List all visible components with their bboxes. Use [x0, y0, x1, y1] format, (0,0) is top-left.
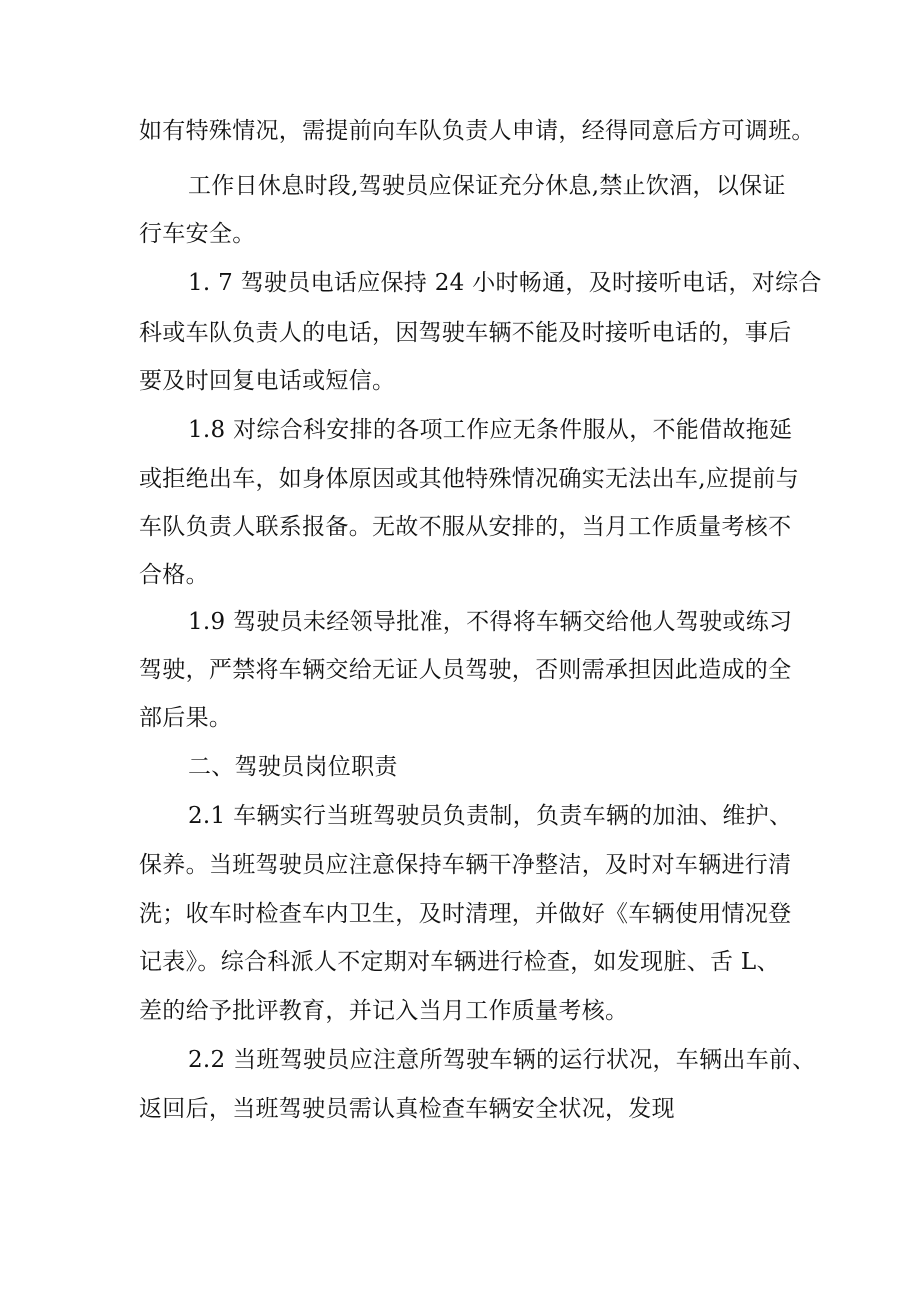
paragraph-rest-period: 工作日休息时段,驾驶员应保证充分休息,禁止饮酒，以保证 [188, 173, 786, 199]
text-line: 保养。当班驾驶员应注意保持车辆干净整洁，及时对车辆进行清 [139, 852, 792, 878]
text-line: 返回后，当班驾驶员需认真检查车辆安全状况，发现 [139, 1096, 675, 1122]
paragraph-1-7: 1. 7 驾驶员电话应保持 24 小时畅通，及时接听电话，对综合 [188, 270, 822, 296]
paragraph-1-8: 1.8 对综合科安排的各项工作应无条件服从，不能借故拖延 [188, 417, 793, 443]
text-line: 如有特殊情况，需提前向车队负责人申请，经得同意后方可调班。 [139, 118, 815, 144]
section-heading: 二、驾驶员岗位职责 [188, 754, 398, 780]
text-line: 合格。 [139, 562, 209, 588]
text-line: 部后果。 [139, 705, 233, 731]
text-line: 车队负责人联系报备。无故不服从安排的，当月工作质量考核不 [139, 514, 792, 540]
paragraph-2-1: 2.1 车辆实行当班驾驶员负责制，负责车辆的加油、维护、 [188, 803, 793, 829]
text-line: 差的给予批评教育，并记入当月工作质量考核。 [139, 998, 629, 1024]
paragraph-2-2: 2.2 当班驾驶员应注意所驾驶车辆的运行状况，车辆出车前、 [188, 1047, 816, 1073]
text-line: 行车安全。 [139, 221, 256, 247]
text-line: 科或车队负责人的电话，因驾驶车辆不能及时接听电话的，事后 [139, 320, 792, 346]
text-line: 要及时回复电话或短信。 [139, 368, 396, 394]
text-line: 记表》。综合科派人不定期对车辆进行检查，如发现脏、舌 L、 [139, 949, 780, 975]
text-line: 驾驶，严禁将车辆交给无证人员驾驶，否则需承担因此造成的全 [139, 657, 792, 683]
text-line: 洗；收车时检查车内卫生，及时清理，并做好《车辆使用情况登 [139, 901, 792, 927]
text-line: 或拒绝出车，如身体原因或其他特殊情况确实无法出车,应提前与 [139, 466, 800, 492]
paragraph-1-9: 1.9 驾驶员未经领导批准，不得将车辆交给他人驾驶或练习 [188, 609, 793, 635]
